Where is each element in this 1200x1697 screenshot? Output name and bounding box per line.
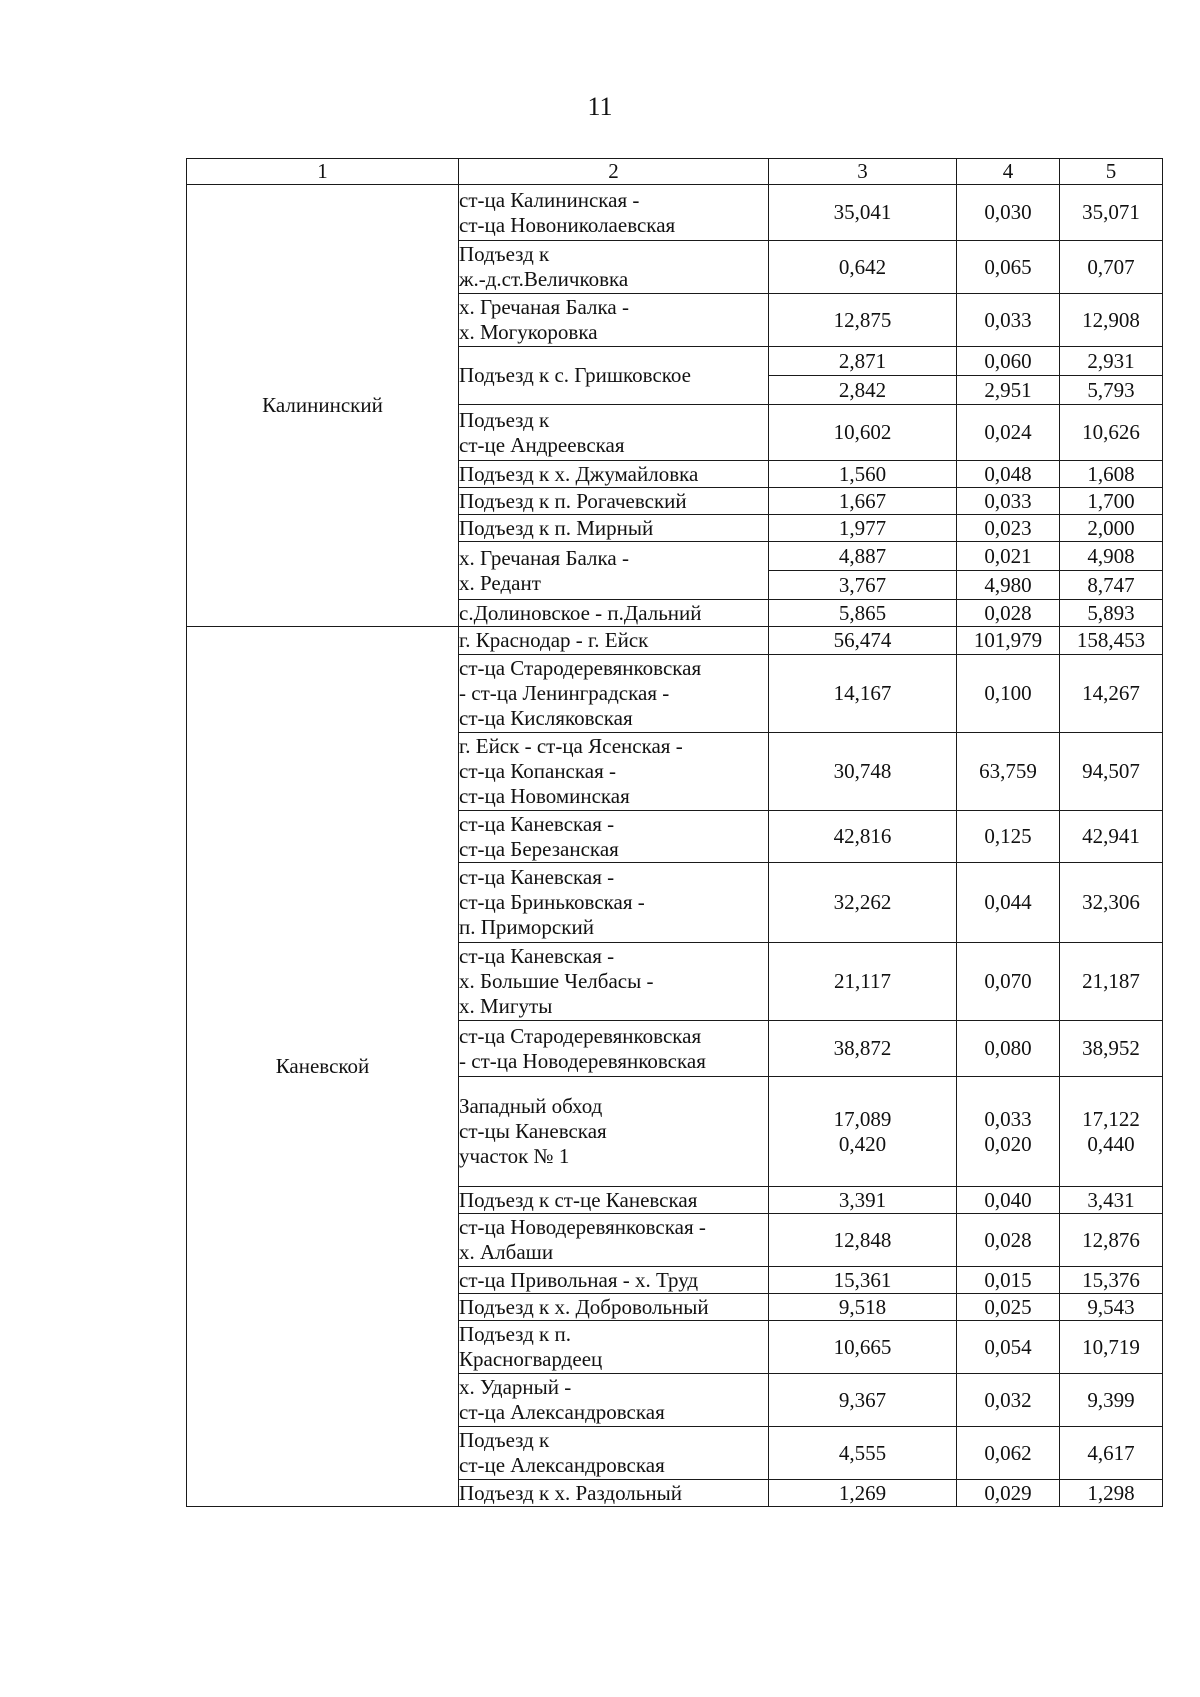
value-cell-c4 <box>957 655 1060 733</box>
road-name <box>459 1187 769 1214</box>
text-line: 0,048 <box>984 461 1032 486</box>
value-cell-c4 <box>957 461 1060 488</box>
text-line: 38,872 <box>833 1036 892 1060</box>
road-name <box>459 488 769 515</box>
value-cell-c4 <box>957 185 1060 241</box>
text-line: 35,041 <box>833 200 892 224</box>
text-line: 9,518 <box>838 1294 887 1319</box>
road-name <box>459 1480 769 1507</box>
text-line: ст-ца Бриньковская - <box>459 890 645 914</box>
text-line: 0,024 <box>984 420 1032 444</box>
value-cell-c3 <box>769 347 957 405</box>
text-line: 1,667 <box>838 488 887 513</box>
text-line: Подъезд к х. Джумайловка <box>459 461 699 486</box>
text-line: 15,376 <box>1082 1267 1140 1292</box>
value-cell-c4 <box>957 515 1060 542</box>
road-name <box>459 1427 769 1480</box>
value-cell-c5 <box>1060 811 1163 863</box>
value-cell-c3 <box>769 1480 957 1507</box>
text-line: х. Могукоровка <box>459 320 598 344</box>
text-line: 12,876 <box>1082 1227 1140 1252</box>
value-cell-c3 <box>769 863 957 943</box>
value-cell-c5 <box>1060 1427 1163 1480</box>
value-cell-c3 <box>769 811 957 863</box>
road-name <box>459 542 769 600</box>
text-line: ст-ца Копанская - <box>459 759 616 783</box>
value-cell-c3 <box>769 461 957 488</box>
text-line: 1,298 <box>1087 1480 1135 1505</box>
text-line: 0,021 <box>984 544 1032 568</box>
value-cell-c5 <box>1060 627 1163 655</box>
value-cell-c4 <box>957 1427 1060 1480</box>
text-line: 38,952 <box>1082 1036 1140 1060</box>
column-header: 2 <box>459 159 769 185</box>
value-cell-c5 <box>1060 1374 1163 1427</box>
text-line: ст-ца Новодеревянковская - <box>459 1215 706 1239</box>
value-cell-c5 <box>1060 600 1163 627</box>
value-cell-c3 <box>769 1267 957 1294</box>
text-line: ст-ца Каневская - <box>459 944 615 968</box>
column-header: 3 <box>769 159 957 185</box>
text-line: 8,747 <box>1060 570 1162 599</box>
road-name <box>459 1077 769 1187</box>
value-cell-c3 <box>769 655 957 733</box>
text-line: 3,431 <box>1087 1187 1135 1212</box>
text-line: 4,555 <box>838 1440 887 1465</box>
text-line: 21,187 <box>1082 969 1140 993</box>
text-line: 9,543 <box>1087 1294 1135 1319</box>
text-line: х. Ударный - <box>459 1375 572 1399</box>
value-cell-c4 <box>957 241 1060 294</box>
text-line: 2,951 <box>957 375 1059 404</box>
value-cell-c3 <box>769 294 957 347</box>
value-cell-c4 <box>957 1321 1060 1374</box>
value-cell-c5 <box>1060 515 1163 542</box>
value-cell-c4 <box>957 943 1060 1021</box>
value-cell-c4 <box>957 1214 1060 1267</box>
text-line: ст-ца Стародеревянковская <box>459 656 702 680</box>
road-name <box>459 1267 769 1294</box>
split-values <box>957 347 1059 404</box>
text-line: 15,361 <box>833 1267 892 1292</box>
value-cell-c5 <box>1060 655 1163 733</box>
value-cell-c3 <box>769 405 957 461</box>
text-line: 0,032 <box>984 1387 1032 1412</box>
text-line: х. Редант <box>459 570 541 595</box>
text-line: 10,719 <box>1082 1334 1140 1359</box>
road-name <box>459 1021 769 1077</box>
column-header: 1 <box>187 159 459 185</box>
road-name <box>459 515 769 542</box>
text-line: 0,028 <box>984 600 1032 625</box>
text-line: 158,453 <box>1076 628 1146 652</box>
value-cell-c5 <box>1060 1294 1163 1321</box>
text-line: 3,767 <box>769 570 956 599</box>
text-line: 0,420 <box>838 1131 887 1156</box>
text-line: х. Гречаная Балка - <box>459 545 629 570</box>
split-values <box>769 347 956 404</box>
text-line: Подъезд к п. <box>459 1322 571 1346</box>
text-line: 9,367 <box>838 1387 887 1412</box>
text-line: 3,391 <box>838 1187 887 1212</box>
text-line: 0,033 <box>984 488 1032 513</box>
text-line: 5,865 <box>838 600 887 625</box>
text-line: 10,602 <box>833 420 892 444</box>
split-values <box>769 542 956 599</box>
text-line: 0,065 <box>984 254 1032 279</box>
text-line: ст-ца Каневская - <box>459 811 615 836</box>
text-line: ст-ца Кисляковская <box>459 706 633 730</box>
text-line: ст-ца Новониколаевская <box>459 212 676 237</box>
value-cell-c3 <box>769 185 957 241</box>
value-cell-c4 <box>957 1480 1060 1507</box>
text-line: ст-ца Калининская - <box>459 187 640 212</box>
text-line: 10,626 <box>1082 420 1140 444</box>
text-line: - ст-ца Новодеревянковская <box>459 1048 706 1073</box>
value-cell-c3 <box>769 943 957 1021</box>
text-line: 4,908 <box>1087 544 1135 568</box>
value-cell-c4 <box>957 600 1060 627</box>
column-header: 5 <box>1060 159 1163 185</box>
value-cell-c3 <box>769 627 957 655</box>
text-line: 4,617 <box>1087 1440 1135 1465</box>
split-values <box>1060 542 1162 599</box>
text-line: ст-ца Каневская - <box>459 865 615 889</box>
value-cell-c4 <box>957 1374 1060 1427</box>
text-line: ст-це Андреевская <box>459 432 625 457</box>
text-line: 14,167 <box>833 681 892 705</box>
text-line: 12,875 <box>833 307 892 332</box>
text-line: 10,665 <box>833 1334 892 1359</box>
road-name <box>459 241 769 294</box>
value-cell-c5 <box>1060 863 1163 943</box>
text-line: 0,040 <box>984 1187 1032 1212</box>
road-name <box>459 294 769 347</box>
value-cell-c5 <box>1060 241 1163 294</box>
value-cell-c4 <box>957 811 1060 863</box>
text-line: 1,700 <box>1087 488 1135 513</box>
text-line: 30,748 <box>833 759 892 783</box>
text-line: 0,125 <box>984 824 1032 848</box>
value-cell-c5 <box>1060 1214 1163 1267</box>
text-line: г. Ейск - ст-ца Ясенская - <box>459 734 683 758</box>
text-line: 0,033 <box>984 1106 1032 1131</box>
text-line: Подъезд к <box>459 407 550 432</box>
text-line: Подъезд к п. Рогачевский <box>459 488 687 513</box>
road-name <box>459 600 769 627</box>
text-line: г. Краснодар - г. Ейск <box>459 628 649 652</box>
text-line: х. Большие Челбасы - <box>459 969 654 993</box>
value-cell-c3 <box>769 515 957 542</box>
text-line: 0,025 <box>984 1294 1032 1319</box>
text-line: Подъезд к ст-це Каневская <box>459 1187 698 1212</box>
value-cell-c5 <box>1060 294 1163 347</box>
value-cell-c4 <box>957 542 1060 600</box>
table-row <box>187 185 1163 241</box>
text-line: 2,000 <box>1087 515 1135 540</box>
roads-table <box>186 158 1163 1507</box>
value-cell-c4 <box>957 347 1060 405</box>
road-name <box>459 627 769 655</box>
text-line: 0,642 <box>838 254 887 279</box>
value-cell-c5 <box>1060 1480 1163 1507</box>
split-values <box>1060 347 1162 404</box>
value-cell-c3 <box>769 241 957 294</box>
value-cell-c4 <box>957 733 1060 811</box>
text-line: Подъезд к с. Гришковское <box>459 363 691 387</box>
text-line: с.Долиновское - п.Дальний <box>459 600 702 625</box>
value-cell-c3 <box>769 1374 957 1427</box>
value-cell-c3 <box>769 600 957 627</box>
text-line: 12,848 <box>833 1227 892 1252</box>
text-line: 0,062 <box>984 1440 1032 1465</box>
value-cell-c5 <box>1060 943 1163 1021</box>
district-name: Каневской <box>187 627 459 1507</box>
value-cell-c4 <box>957 627 1060 655</box>
text-line: 14,267 <box>1082 681 1140 705</box>
value-cell-c4 <box>957 1187 1060 1214</box>
value-cell-c4 <box>957 1077 1060 1187</box>
text-line: 9,399 <box>1087 1387 1135 1412</box>
district-name: Калининский <box>187 185 459 627</box>
road-name <box>459 1374 769 1427</box>
road-name <box>459 1214 769 1267</box>
text-line: 5,793 <box>1060 375 1162 404</box>
text-line: Подъезд к п. Мирный <box>459 515 654 540</box>
text-line: Подъезд к х. Добровольный <box>459 1294 709 1319</box>
value-cell-c3 <box>769 1021 957 1077</box>
text-line: 0,054 <box>984 1334 1032 1359</box>
value-cell-c5 <box>1060 405 1163 461</box>
value-cell-c4 <box>957 294 1060 347</box>
road-name <box>459 461 769 488</box>
value-cell-c5 <box>1060 1077 1163 1187</box>
value-cell-c4 <box>957 405 1060 461</box>
text-line: Подъезд к <box>459 242 550 266</box>
text-line: 0,029 <box>984 1480 1032 1505</box>
value-cell-c3 <box>769 1427 957 1480</box>
value-cell-c4 <box>957 1294 1060 1321</box>
split-values <box>957 542 1059 599</box>
text-line: 12,908 <box>1082 307 1140 332</box>
text-line: 0,028 <box>984 1227 1032 1252</box>
text-line: 42,816 <box>833 824 892 848</box>
text-line: 35,071 <box>1082 200 1140 224</box>
page-number: 11 <box>587 92 613 121</box>
text-line: 1,560 <box>838 461 887 486</box>
text-line: 2,842 <box>769 375 956 404</box>
text-line: 0,030 <box>984 200 1032 224</box>
road-name <box>459 347 769 405</box>
text-line: 1,269 <box>838 1480 887 1505</box>
text-line: 0,070 <box>984 969 1032 993</box>
text-line: ст-цы Каневская <box>459 1119 607 1143</box>
road-name <box>459 185 769 241</box>
road-name <box>459 811 769 863</box>
text-line: 0,033 <box>984 307 1032 332</box>
value-cell-c3 <box>769 733 957 811</box>
text-line: ст-ца Новоминская <box>459 784 630 808</box>
text-line: 4,980 <box>957 570 1059 599</box>
text-line: 0,020 <box>984 1131 1032 1156</box>
header-row <box>187 159 1163 185</box>
value-cell-c5 <box>1060 461 1163 488</box>
text-line: 0,015 <box>984 1267 1032 1292</box>
road-name <box>459 733 769 811</box>
value-cell-c5 <box>1060 1267 1163 1294</box>
table-row <box>187 627 1163 655</box>
value-cell-c5 <box>1060 185 1163 241</box>
text-line: 17,089 <box>833 1106 892 1131</box>
text-line: ст-ца Березанская <box>459 836 619 861</box>
value-cell-c5 <box>1060 488 1163 515</box>
value-cell-c4 <box>957 488 1060 515</box>
text-line: 1,977 <box>838 515 887 540</box>
text-line: Подъезд к х. Раздольный <box>459 1480 682 1505</box>
value-cell-c4 <box>957 1021 1060 1077</box>
text-line: ж.-д.ст.Величковка <box>459 267 629 291</box>
text-line: Подъезд к <box>459 1428 550 1452</box>
text-line: - ст-ца Ленинградская - <box>459 681 670 705</box>
text-line: 21,117 <box>834 969 891 993</box>
road-name <box>459 655 769 733</box>
value-cell-c5 <box>1060 1021 1163 1077</box>
text-line: 0,080 <box>984 1036 1032 1060</box>
text-line: 42,941 <box>1082 824 1140 848</box>
value-cell-c3 <box>769 1077 957 1187</box>
value-cell-c3 <box>769 542 957 600</box>
road-name <box>459 405 769 461</box>
value-cell-c5 <box>1060 542 1163 600</box>
text-line: ст-ца Александровская <box>459 1400 665 1424</box>
text-line: х. Мигуты <box>459 994 553 1018</box>
text-line: х. Гречаная Балка - <box>459 295 629 319</box>
text-line: 0,707 <box>1087 254 1135 279</box>
text-line: 0,440 <box>1087 1131 1135 1156</box>
text-line: Западный обход <box>459 1094 603 1118</box>
value-cell-c3 <box>769 1187 957 1214</box>
text-line: 0,044 <box>984 890 1032 914</box>
road-name <box>459 863 769 943</box>
text-line: 5,893 <box>1087 600 1135 625</box>
text-line: 32,306 <box>1082 890 1140 914</box>
text-line: п. Приморский <box>459 915 594 939</box>
text-line: 2,871 <box>838 349 887 373</box>
road-name <box>459 1321 769 1374</box>
value-cell-c5 <box>1060 347 1163 405</box>
text-line: 0,100 <box>984 681 1032 705</box>
text-line: 101,979 <box>973 628 1043 652</box>
text-line: ст-ца Привольная - х. Труд <box>459 1267 699 1292</box>
value-cell-c3 <box>769 1294 957 1321</box>
text-line: 63,759 <box>979 759 1037 783</box>
column-header: 4 <box>957 159 1060 185</box>
value-cell-c5 <box>1060 1321 1163 1374</box>
text-line: 0,023 <box>984 515 1032 540</box>
text-line: ст-ца Стародеревянковская <box>459 1023 702 1048</box>
road-name <box>459 1294 769 1321</box>
text-line: Красногвардеец <box>459 1347 603 1371</box>
road-name <box>459 943 769 1021</box>
value-cell-c3 <box>769 488 957 515</box>
text-line: 17,122 <box>1082 1106 1140 1131</box>
text-line: 56,474 <box>833 628 892 652</box>
text-line: участок № 1 <box>459 1144 570 1168</box>
text-line: 32,262 <box>833 890 892 914</box>
text-line: ст-це Александровская <box>459 1453 665 1477</box>
value-cell-c5 <box>1060 1187 1163 1214</box>
text-line: х. Албаши <box>459 1240 554 1264</box>
value-cell-c4 <box>957 1267 1060 1294</box>
value-cell-c5 <box>1060 733 1163 811</box>
text-line: 2,931 <box>1087 349 1135 373</box>
text-line: 1,608 <box>1087 461 1135 486</box>
value-cell-c4 <box>957 863 1060 943</box>
text-line: 0,060 <box>984 349 1032 373</box>
value-cell-c3 <box>769 1214 957 1267</box>
text-line: 94,507 <box>1082 759 1140 783</box>
text-line: 4,887 <box>838 544 887 568</box>
value-cell-c3 <box>769 1321 957 1374</box>
